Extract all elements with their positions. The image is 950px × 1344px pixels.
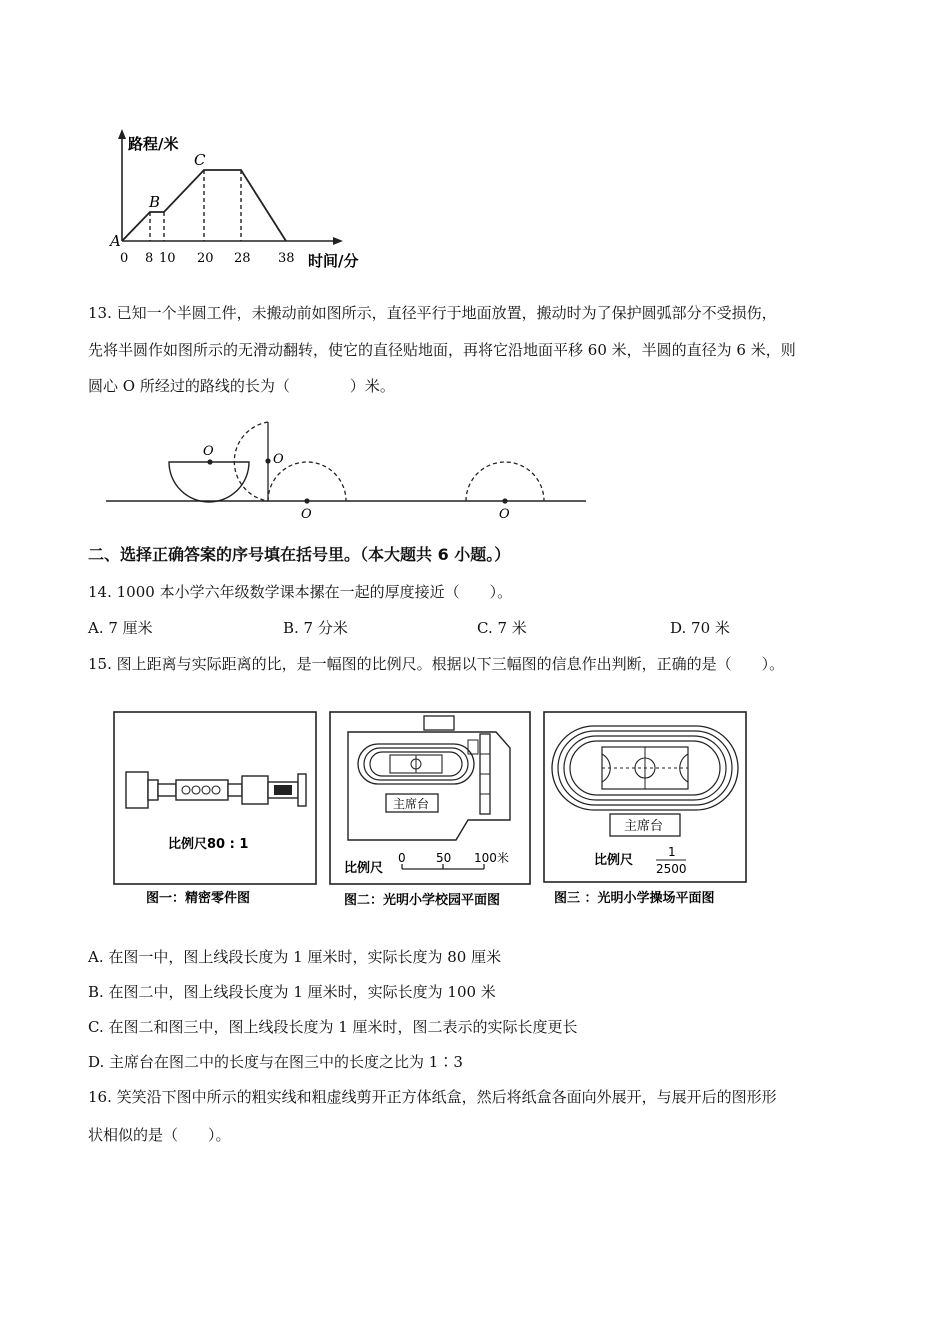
tick-20: 20 <box>197 251 214 266</box>
q15-option-d[interactable]: D. 主席台在图二中的长度与在图三中的长度之比为 1∶3 <box>88 1053 463 1071</box>
q16-line-1: 16. 笑笑沿下图中所示的粗实线和粗虚线剪开正方体纸盒，然后将纸盒各面向外展开，与展开后的图形形 <box>88 1088 777 1106</box>
center-label-3: O <box>301 507 312 522</box>
x-axis-label: 时间/分 <box>308 252 359 270</box>
x-axis-arrow <box>333 237 343 245</box>
center-dot-4 <box>502 498 507 503</box>
center-dot-1 <box>207 459 212 464</box>
tick-0: 0 <box>120 251 129 266</box>
center-label-2: O <box>273 452 284 467</box>
q14-option-c[interactable]: C. 7 米 <box>477 619 527 637</box>
q15-option-b[interactable]: B. 在图二中，图上线段长度为 1 厘米时，实际长度为 100 米 <box>88 983 496 1001</box>
section-2-title: 二、选择正确答案的序号填在括号里。（本大题共 6 小题。） <box>88 545 511 564</box>
y-axis-arrow <box>118 129 126 139</box>
q15-stem: 15. 图上距离与实际距离的比，是一幅图的比例尺。根据以下三幅图的信息作出判断，正确的是（ ）。 <box>88 655 785 673</box>
center-dot-2 <box>265 458 270 463</box>
center-label-4: O <box>499 507 510 522</box>
center-dot-3 <box>304 498 309 503</box>
tick-38: 38 <box>278 251 295 266</box>
initial-semicircle <box>169 462 249 502</box>
q15-option-a[interactable]: A. 在图一中，图上线段长度为 1 厘米时，实际长度为 80 厘米 <box>88 948 502 966</box>
figure-3-stand: 主席台 <box>624 819 664 834</box>
landed-semicircle <box>268 462 346 501</box>
figure-3-scale-denominator: 2500 <box>656 862 687 876</box>
figure-2-scale-label: 比例尺 <box>344 861 384 876</box>
figure-2-caption: 图二：光明小学校园平面图 <box>344 893 501 908</box>
figure-3-caption: 图三 ：光明小学操场平面图 <box>554 891 715 906</box>
figure-3-scale-label: 比例尺 <box>594 853 634 868</box>
figure-2-campus-plan <box>328 710 538 910</box>
q13-line-3: 圆心 O 所经过的路线的长为（ ）米。 <box>88 377 395 395</box>
figure-3-scale-numerator: 1 <box>668 845 676 859</box>
q14-option-b[interactable]: B. 7 分米 <box>283 619 348 637</box>
figure-1-scale: 比例尺80 : 1 <box>168 837 249 852</box>
center-label-1: O <box>203 444 214 459</box>
figure-1-caption: 图一：精密零件图 <box>146 891 251 906</box>
figure-3-playground-plan <box>542 710 752 910</box>
figure-2-tick-0: 0 <box>398 851 406 865</box>
figure-2-tick-50: 50 <box>436 851 452 865</box>
q14-stem: 14. 1000 本小学六年级数学课本摞在一起的厚度接近（ ）。 <box>88 583 513 601</box>
q13-line-2: 先将半圆作如图所示的无滑动翻转，使它的直径贴地面，再将它沿地面平移 60 米，半圆的直径为 6 米，则 <box>88 341 796 359</box>
q14-option-a[interactable]: A. 7 厘米 <box>88 619 153 637</box>
distance-time-graph <box>100 125 390 275</box>
q16-line-2: 状相似的是（ ）。 <box>88 1126 231 1144</box>
tick-10: 10 <box>159 251 176 266</box>
tick-28: 28 <box>234 251 251 266</box>
figure-1-precision-part <box>112 710 322 910</box>
moved-semicircle <box>466 462 544 501</box>
y-axis-label: 路程/米 <box>128 135 179 153</box>
point-c-label: C <box>194 151 206 169</box>
semicircle-roll-diagram <box>100 415 600 525</box>
figure-2-tick-100: 100米 <box>474 851 509 865</box>
q15-option-c[interactable]: C. 在图二和图三中，图上线段长度为 1 厘米时，图二表示的实际长度更长 <box>88 1018 578 1036</box>
tick-8: 8 <box>145 251 154 266</box>
q13-line-1: 13. 已知一个半圆工件，未搬动前如图所示，直径平行于地面放置，搬动时为了保护圆弧部分不受损伤， <box>88 304 777 322</box>
point-b-label: B <box>149 193 161 211</box>
point-a-label: A <box>110 232 121 250</box>
q14-option-d[interactable]: D. 70 米 <box>670 619 730 637</box>
figure-2-stand: 主席台 <box>393 797 430 811</box>
